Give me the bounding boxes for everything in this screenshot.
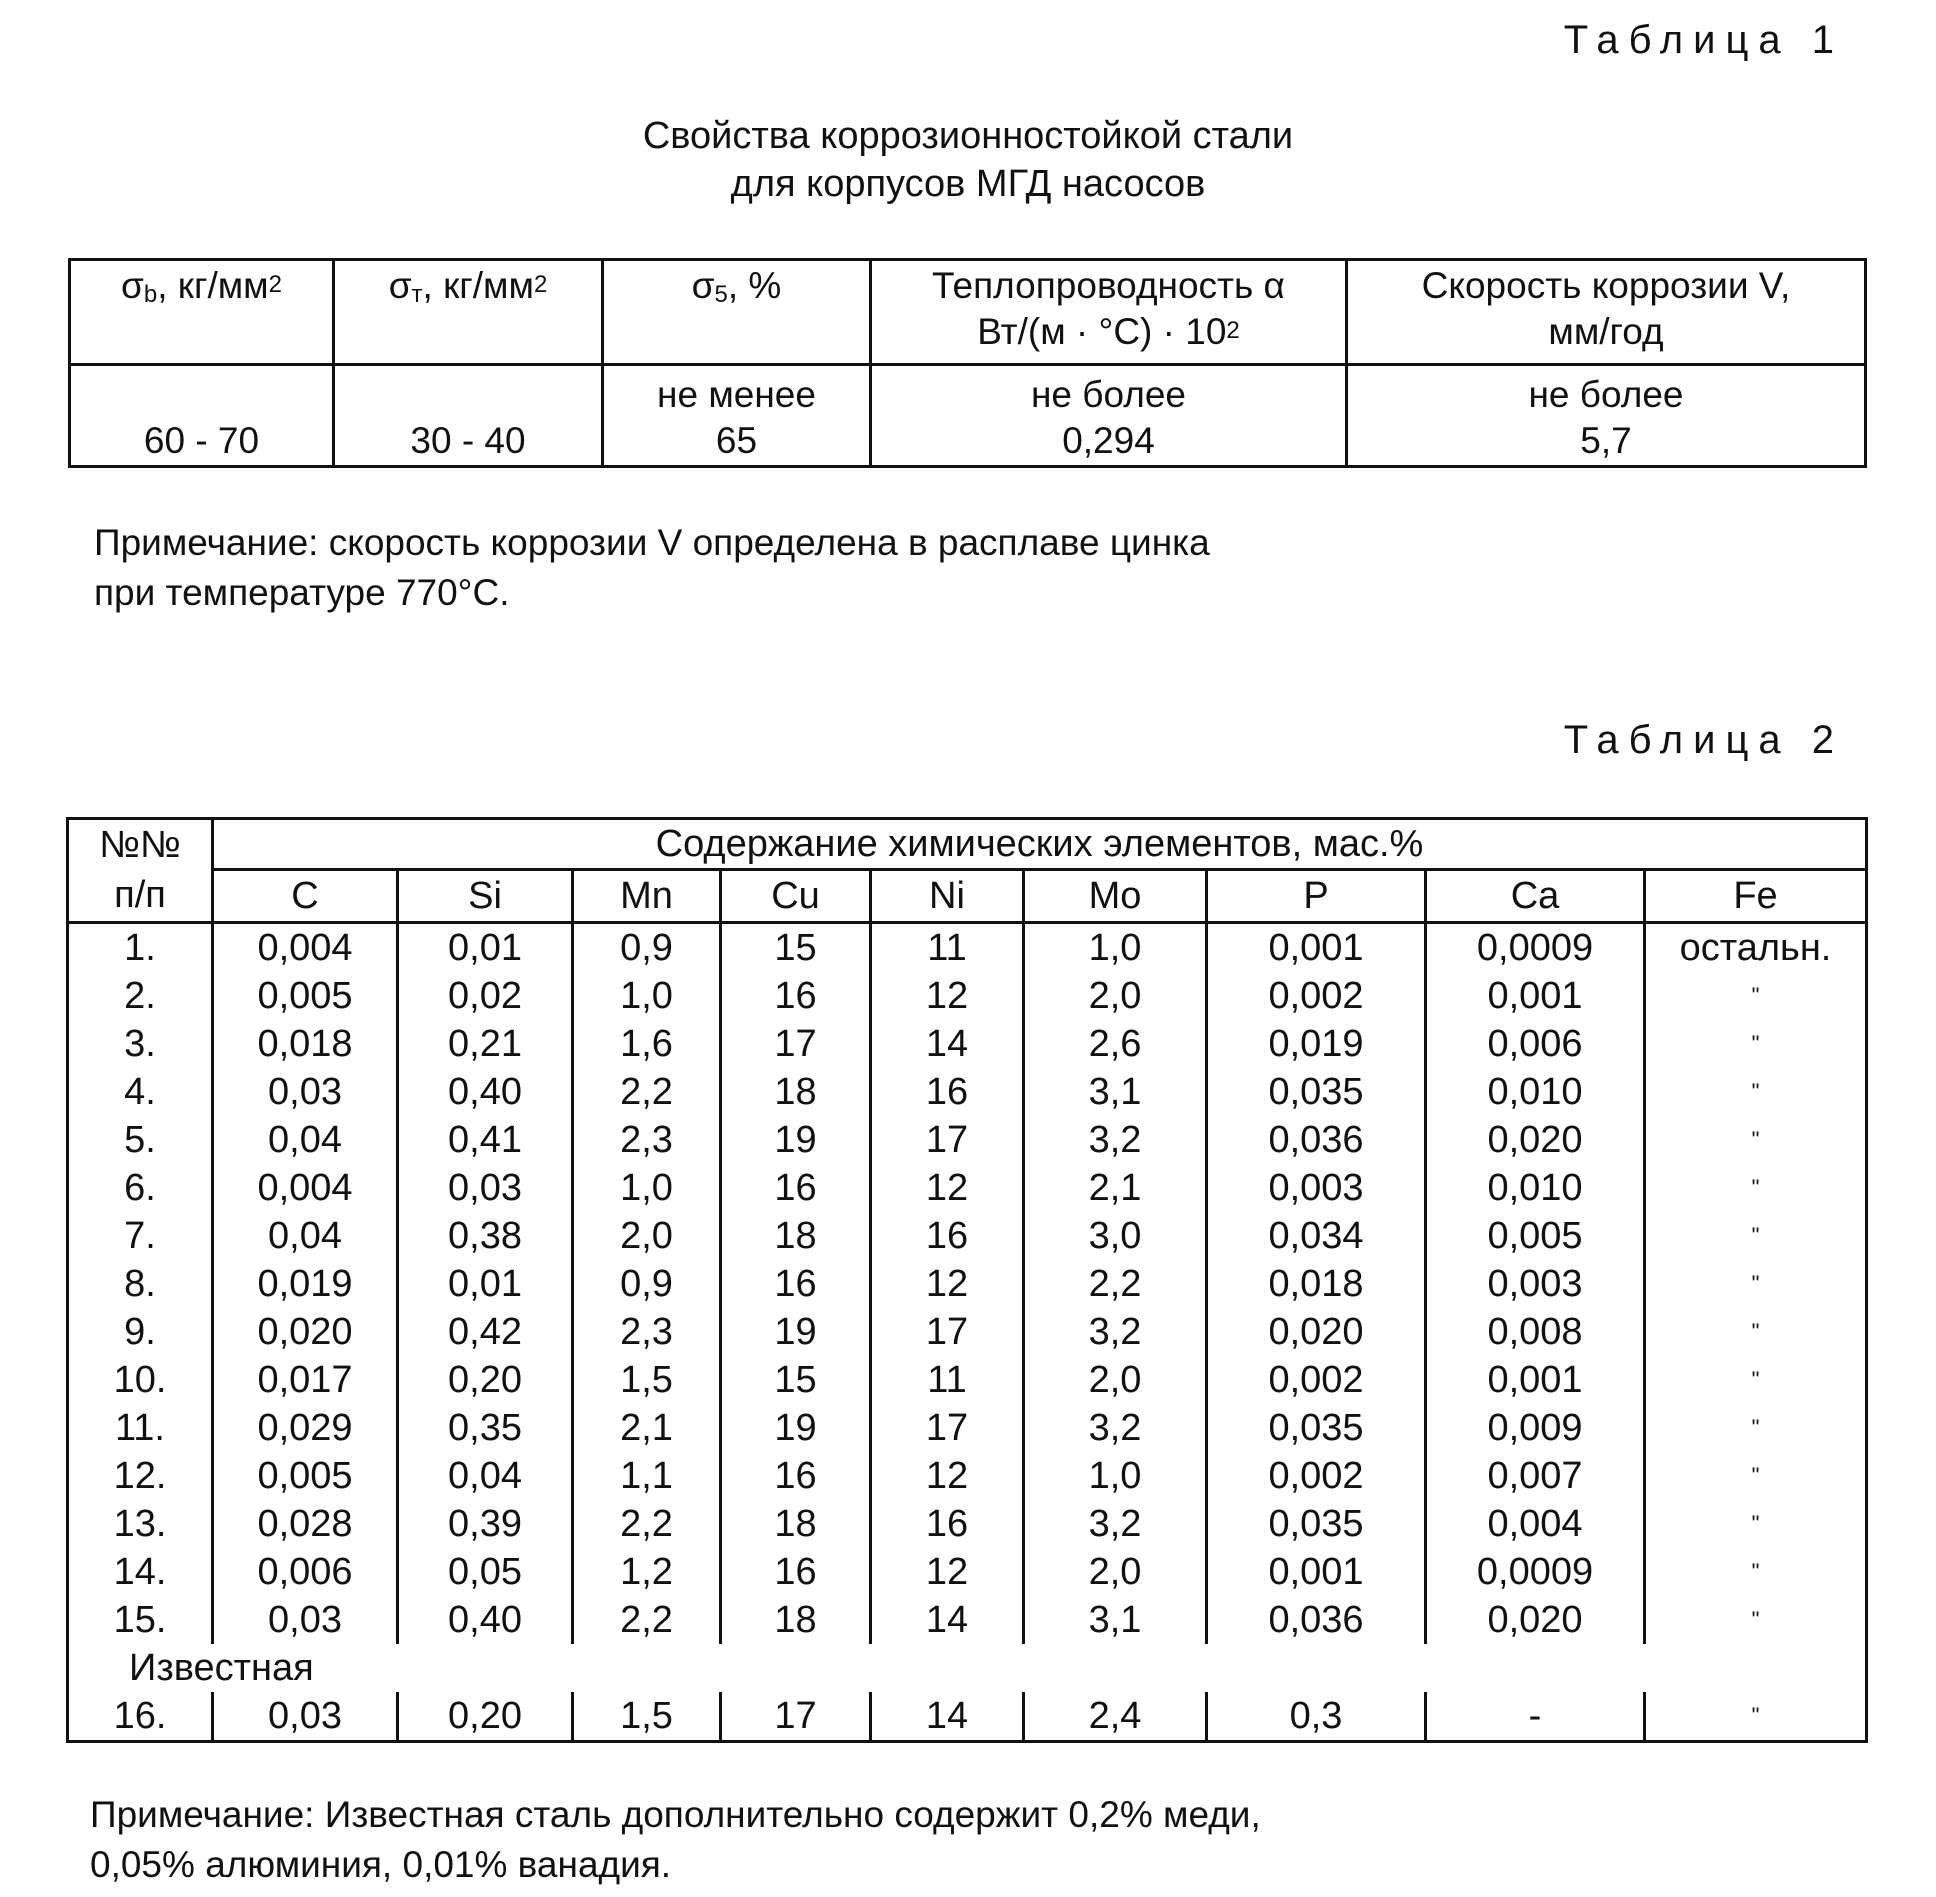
cell-si: 0,04 [398,1452,573,1500]
cell-num: 7. [68,1212,213,1260]
cell-mo: 2,6 [1024,1020,1207,1068]
cell-c: 0,018 [213,1020,398,1068]
cell-mo: 2,0 [1024,1548,1207,1596]
composition-body [68,923,1867,1645]
cell-p: 0,034 [1207,1212,1426,1260]
cell-si: 0,01 [398,1260,573,1308]
cell-p: 0,002 [1207,972,1426,1020]
cell-p: 0,036 [1207,1596,1426,1644]
cell-ca: 0,010 [1426,1068,1645,1116]
table1-title-line1: Свойства коррозионностойкой стали [642,115,1294,157]
known-cell-ca: - [1426,1692,1645,1742]
cell-fe: " [1645,1260,1867,1308]
cell-si: 0,40 [398,1068,573,1116]
cell-ni: 17 [871,1308,1024,1356]
table-row [68,1116,1867,1164]
cell-num: 15. [68,1596,213,1644]
table-row [68,923,1867,973]
value-sigma-5: не менее 65 [603,365,871,467]
cell-c: 0,028 [213,1500,398,1548]
col-header-mo: Mo [1024,870,1207,923]
cell-p: 0,001 [1207,923,1426,973]
cell-mn: 2,1 [573,1404,721,1452]
cell-mo: 2,0 [1024,972,1207,1020]
cell-fe: " [1645,1452,1867,1500]
cell-mo: 2,0 [1024,1356,1207,1404]
cell-num: 10. [68,1356,213,1404]
cell-cu: 16 [721,972,871,1020]
known-cell-mn: 1,5 [573,1692,721,1742]
cell-c: 0,03 [213,1596,398,1644]
properties-values-row [70,365,1866,467]
cell-cu: 18 [721,1068,871,1116]
cell-num: 14. [68,1548,213,1596]
cell-cu: 16 [721,1452,871,1500]
cell-ni: 16 [871,1500,1024,1548]
cell-num: 6. [68,1164,213,1212]
header-sigma-t: $\sigma_т$, $кг/мм^2$ [334,260,603,365]
table1-label: Таблица 1 [1563,18,1844,62]
known-cell-c: 0,03 [213,1692,398,1742]
cell-mo: 1,0 [1024,923,1207,973]
cell-num: 12. [68,1452,213,1500]
known-steel-label: Известная [68,1644,1867,1692]
known-steel-row [68,1692,1867,1742]
cell-p: 0,035 [1207,1500,1426,1548]
header-corrosion-rate: Скорость коррозии V, мм/год [1347,260,1866,365]
cell-fe: " [1645,1164,1867,1212]
cell-ca: 0,004 [1426,1500,1645,1548]
cell-mn: 2,2 [573,1596,721,1644]
table-row [68,1500,1867,1548]
known-cell-num: 16. [68,1692,213,1742]
cell-p: 0,035 [1207,1404,1426,1452]
cell-si: 0,01 [398,923,573,973]
cell-cu: 15 [721,923,871,973]
cell-mn: 0,9 [573,923,721,973]
cell-c: 0,005 [213,1452,398,1500]
cell-c: 0,020 [213,1308,398,1356]
cell-ni: 14 [871,1020,1024,1068]
cell-mn: 1,0 [573,1164,721,1212]
num-header-sub: п/п [68,870,213,923]
cell-cu: 15 [721,1356,871,1404]
cell-mn: 1,1 [573,1452,721,1500]
col-header-cu: Cu [721,870,871,923]
cell-mn: 1,6 [573,1020,721,1068]
cell-fe: " [1645,1020,1867,1068]
known-steel-label-row [68,1644,1867,1692]
cell-fe: " [1645,1596,1867,1644]
cell-c: 0,006 [213,1548,398,1596]
cell-si: 0,03 [398,1164,573,1212]
table-row [68,1068,1867,1116]
cell-p: 0,002 [1207,1356,1426,1404]
cell-cu: 16 [721,1260,871,1308]
known-cell-cu: 17 [721,1692,871,1742]
cell-mo: 2,1 [1024,1164,1207,1212]
header-thermal-conductivity: Теплопроводность α $Вт/(м \cdot ^\circ С) \cdot 10^2$ [871,260,1347,365]
table1-title-line2: для корпусов МГД насосов [730,163,1206,205]
cell-ni: 14 [871,1596,1024,1644]
cell-mn: 2,0 [573,1212,721,1260]
cell-ca: 0,020 [1426,1596,1645,1644]
table-row [68,1212,1867,1260]
cell-si: 0,42 [398,1308,573,1356]
col-header-mn: Mn [573,870,721,923]
cell-mo: 3,2 [1024,1404,1207,1452]
composition-table [66,817,1868,1743]
cell-ni: 16 [871,1068,1024,1116]
cell-num: 5. [68,1116,213,1164]
cell-cu: 17 [721,1020,871,1068]
cell-si: 0,41 [398,1116,573,1164]
table-row [68,1020,1867,1068]
cell-cu: 18 [721,1596,871,1644]
table-row [68,1404,1867,1452]
cell-cu: 16 [721,1164,871,1212]
header-sigma-b: $\sigma_b$, $кг/мм^2$ [70,260,334,365]
cell-fe: " [1645,1548,1867,1596]
cell-fe: " [1645,1068,1867,1116]
cell-mn: 1,2 [573,1548,721,1596]
cell-ni: 17 [871,1404,1024,1452]
cell-ca: 0,009 [1426,1404,1645,1452]
num-header: №№ [68,819,213,870]
known-cell-ni: 14 [871,1692,1024,1742]
cell-mo: 3,1 [1024,1068,1207,1116]
cell-num: 3. [68,1020,213,1068]
cell-fe: остальн. [1645,923,1867,973]
known-cell-p: 0,3 [1207,1692,1426,1742]
col-header-fe: Fe [1645,870,1867,923]
value-sigma-t: 30 - 40 [334,365,603,467]
cell-p: 0,002 [1207,1452,1426,1500]
cell-mo: 3,2 [1024,1500,1207,1548]
cell-ni: 17 [871,1116,1024,1164]
header-sigma-5: $\sigma_5$, % [603,260,871,365]
cell-mn: 2,2 [573,1500,721,1548]
cell-si: 0,38 [398,1212,573,1260]
known-cell-mo: 2,4 [1024,1692,1207,1742]
cell-mn: 2,3 [573,1116,721,1164]
cell-mn: 1,0 [573,972,721,1020]
cell-cu: 19 [721,1404,871,1452]
value-corrosion: не более 5,7 [1347,365,1866,467]
col-header-ni: Ni [871,870,1024,923]
cell-mo: 3,2 [1024,1116,1207,1164]
cell-ni: 11 [871,923,1024,973]
table2-note: Примечание: Известная сталь дополнительно содержит 0,2% меди, 0,05% алюминия, 0,01% ванадия. [90,1794,1261,1885]
cell-ca: 0,001 [1426,972,1645,1020]
cell-si: 0,39 [398,1500,573,1548]
cell-si: 0,05 [398,1548,573,1596]
properties-header-row [70,260,1866,365]
cell-ni: 12 [871,1452,1024,1500]
table-row [68,1548,1867,1596]
table-row [68,1452,1867,1500]
cell-mn: 2,3 [573,1308,721,1356]
cell-ca: 0,010 [1426,1164,1645,1212]
cell-c: 0,019 [213,1260,398,1308]
cell-p: 0,003 [1207,1164,1426,1212]
table-row [68,1596,1867,1644]
cell-mo: 3,0 [1024,1212,1207,1260]
cell-si: 0,20 [398,1356,573,1404]
cell-fe: " [1645,972,1867,1020]
cell-p: 0,035 [1207,1068,1426,1116]
cell-mn: 1,5 [573,1356,721,1404]
table-row [68,1308,1867,1356]
table-row [68,1260,1867,1308]
cell-p: 0,001 [1207,1548,1426,1596]
col-header-c: C [213,870,398,923]
cell-mo: 2,2 [1024,1260,1207,1308]
cell-num: 13. [68,1500,213,1548]
cell-num: 2. [68,972,213,1020]
cell-c: 0,005 [213,972,398,1020]
cell-si: 0,02 [398,972,573,1020]
cell-c: 0,004 [213,923,398,973]
cell-c: 0,04 [213,1212,398,1260]
group-header: Содержание химических элементов, мас.% [213,819,1867,870]
table-row [68,1356,1867,1404]
col-header-p: P [1207,870,1426,923]
table2-label: Таблица 2 [1563,718,1844,762]
cell-mo: 1,0 [1024,1452,1207,1500]
cell-mn: 0,9 [573,1260,721,1308]
cell-p: 0,036 [1207,1116,1426,1164]
composition-column-header-row [68,870,1867,923]
cell-p: 0,020 [1207,1308,1426,1356]
cell-cu: 18 [721,1212,871,1260]
cell-fe: " [1645,1212,1867,1260]
cell-num: 11. [68,1404,213,1452]
composition-group-header-row [68,819,1867,870]
properties-table [68,258,1867,468]
cell-num: 4. [68,1068,213,1116]
cell-ca: 0,003 [1426,1260,1645,1308]
cell-ni: 12 [871,1548,1024,1596]
cell-fe: " [1645,1116,1867,1164]
cell-p: 0,018 [1207,1260,1426,1308]
cell-mo: 3,1 [1024,1596,1207,1644]
table-row [68,1164,1867,1212]
cell-si: 0,40 [398,1596,573,1644]
cell-ca: 0,007 [1426,1452,1645,1500]
cell-c: 0,029 [213,1404,398,1452]
cell-ni: 12 [871,1260,1024,1308]
cell-ni: 11 [871,1356,1024,1404]
cell-num: 8. [68,1260,213,1308]
cell-num: 9. [68,1308,213,1356]
cell-si: 0,35 [398,1404,573,1452]
cell-cu: 19 [721,1116,871,1164]
col-header-ca: Ca [1426,870,1645,923]
cell-ca: 0,0009 [1426,923,1645,973]
cell-fe: " [1645,1356,1867,1404]
cell-num: 1. [68,923,213,973]
cell-fe: " [1645,1500,1867,1548]
cell-ni: 12 [871,972,1024,1020]
cell-c: 0,004 [213,1164,398,1212]
cell-ca: 0,005 [1426,1212,1645,1260]
cell-ni: 16 [871,1212,1024,1260]
value-sigma-b: 60 - 70 [70,365,334,467]
cell-c: 0,03 [213,1068,398,1116]
cell-mn: 2,2 [573,1068,721,1116]
cell-ca: 0,008 [1426,1308,1645,1356]
cell-si: 0,21 [398,1020,573,1068]
table1-note: Примечание: скорость коррозии V определена в расплаве цинка при температуре 770°С. [94,522,1210,613]
cell-c: 0,04 [213,1116,398,1164]
cell-mo: 3,2 [1024,1308,1207,1356]
table-row [68,972,1867,1020]
known-cell-fe: " [1645,1692,1867,1742]
cell-ca: 0,006 [1426,1020,1645,1068]
cell-fe: " [1645,1308,1867,1356]
cell-p: 0,019 [1207,1020,1426,1068]
cell-cu: 19 [721,1308,871,1356]
value-thermal: не более 0,294 [871,365,1347,467]
cell-cu: 16 [721,1548,871,1596]
cell-cu: 18 [721,1500,871,1548]
cell-ca: 0,020 [1426,1116,1645,1164]
col-header-si: Si [398,870,573,923]
cell-ca: 0,001 [1426,1356,1645,1404]
cell-c: 0,017 [213,1356,398,1404]
cell-ni: 12 [871,1164,1024,1212]
cell-ca: 0,0009 [1426,1548,1645,1596]
known-cell-si: 0,20 [398,1692,573,1742]
cell-fe: " [1645,1404,1867,1452]
